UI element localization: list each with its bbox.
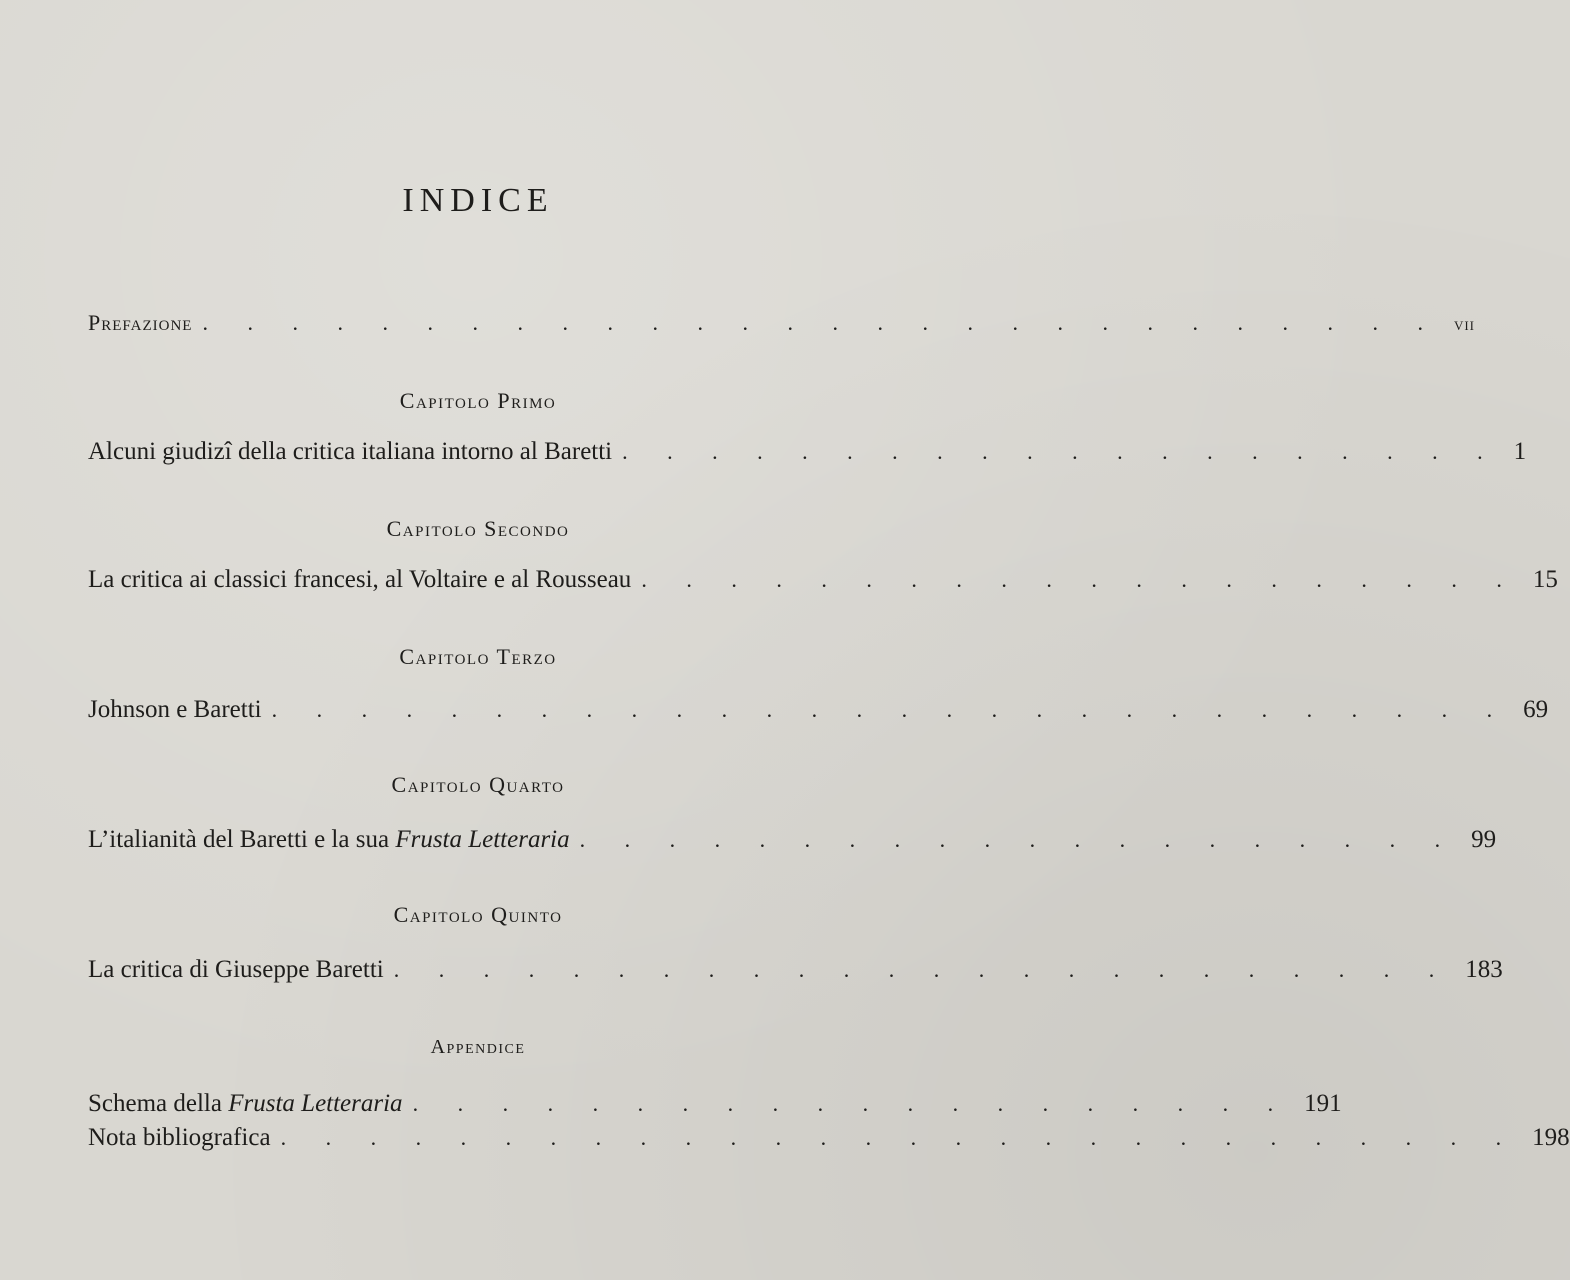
toc-page-number: 198 (1532, 1124, 1570, 1151)
dot-leader: . . . . . . . . . . . . . . . . . . . . (412, 1091, 1291, 1116)
toc-entry-chapter-4 (88, 826, 1497, 854)
toc-page-number: 183 (1465, 956, 1503, 983)
toc-entry-appendix-1 (88, 1090, 1342, 1118)
chapter-heading: Capitolo Quarto (391, 772, 565, 797)
toc-title-roman: Schema della (88, 1090, 222, 1117)
toc-page-number: vii (1453, 314, 1475, 334)
dot-leader: . . . . . . . . . . . . . . . . . . . . . . . . . . . . (271, 697, 1510, 722)
toc-page-number: 69 (1523, 696, 1549, 723)
toc-page-number: 1 (1513, 438, 1527, 465)
toc-title-italic: Frusta Letteraria (395, 826, 570, 853)
toc-entry-preface (88, 310, 1475, 336)
toc-entry-chapter-2 (88, 566, 1558, 594)
chapter-heading: Capitolo Terzo (399, 644, 557, 669)
toc-entry-label: Alcuni giudizî della critica italiana intorno al Baretti (88, 438, 613, 465)
page-title: INDICE (402, 182, 554, 219)
appendix-heading: Appendice (430, 1036, 526, 1058)
chapter-heading: Capitolo Primo (399, 388, 557, 413)
dot-leader: . . . . . . . . . . . . . . . . . . . . . . . . . . . . (280, 1125, 1519, 1150)
toc-page-number: 191 (1304, 1090, 1342, 1117)
toc-entry-chapter-1 (88, 438, 1527, 466)
toc-page-number: 15 (1532, 566, 1558, 593)
toc-entry-chapter-3 (88, 696, 1549, 724)
chapter-heading: Capitolo Quinto (393, 902, 563, 927)
toc-title-roman: L’italianità del Baretti e la sua (88, 826, 390, 853)
toc-entry-label: Prefazione (88, 310, 193, 335)
toc-title-italic: Frusta Letteraria (228, 1090, 403, 1117)
toc-entry-label (88, 1090, 403, 1118)
toc-entry-chapter-5 (88, 956, 1503, 984)
dot-leader: . . . . . . . . . . . . . . . . . . . . (641, 567, 1519, 592)
toc-page-number: 99 (1471, 826, 1497, 853)
dot-leader: . . . . . . . . . . . . . . . . . . . . (622, 439, 1500, 464)
toc-entry-label: Johnson e Baretti (88, 696, 262, 723)
toc-entry-label: La critica di Giuseppe Baretti (88, 956, 384, 983)
toc-entry-appendix-2 (88, 1124, 1570, 1152)
toc-entry-label (88, 826, 570, 854)
toc-entry-label: Nota bibliografica (88, 1124, 271, 1151)
dot-leader: . . . . . . . . . . . . . . . . . . . . . . . . . . . . (202, 310, 1440, 335)
dot-leader: . . . . . . . . . . . . . . . . . . . . . . . . (393, 957, 1452, 982)
dot-leader: . . . . . . . . . . . . . . . . . . . . (579, 827, 1458, 852)
toc-entry-label: La critica ai classici francesi, al Voltaire e al Rousseau (88, 566, 632, 593)
chapter-heading: Capitolo Secondo (386, 516, 570, 541)
